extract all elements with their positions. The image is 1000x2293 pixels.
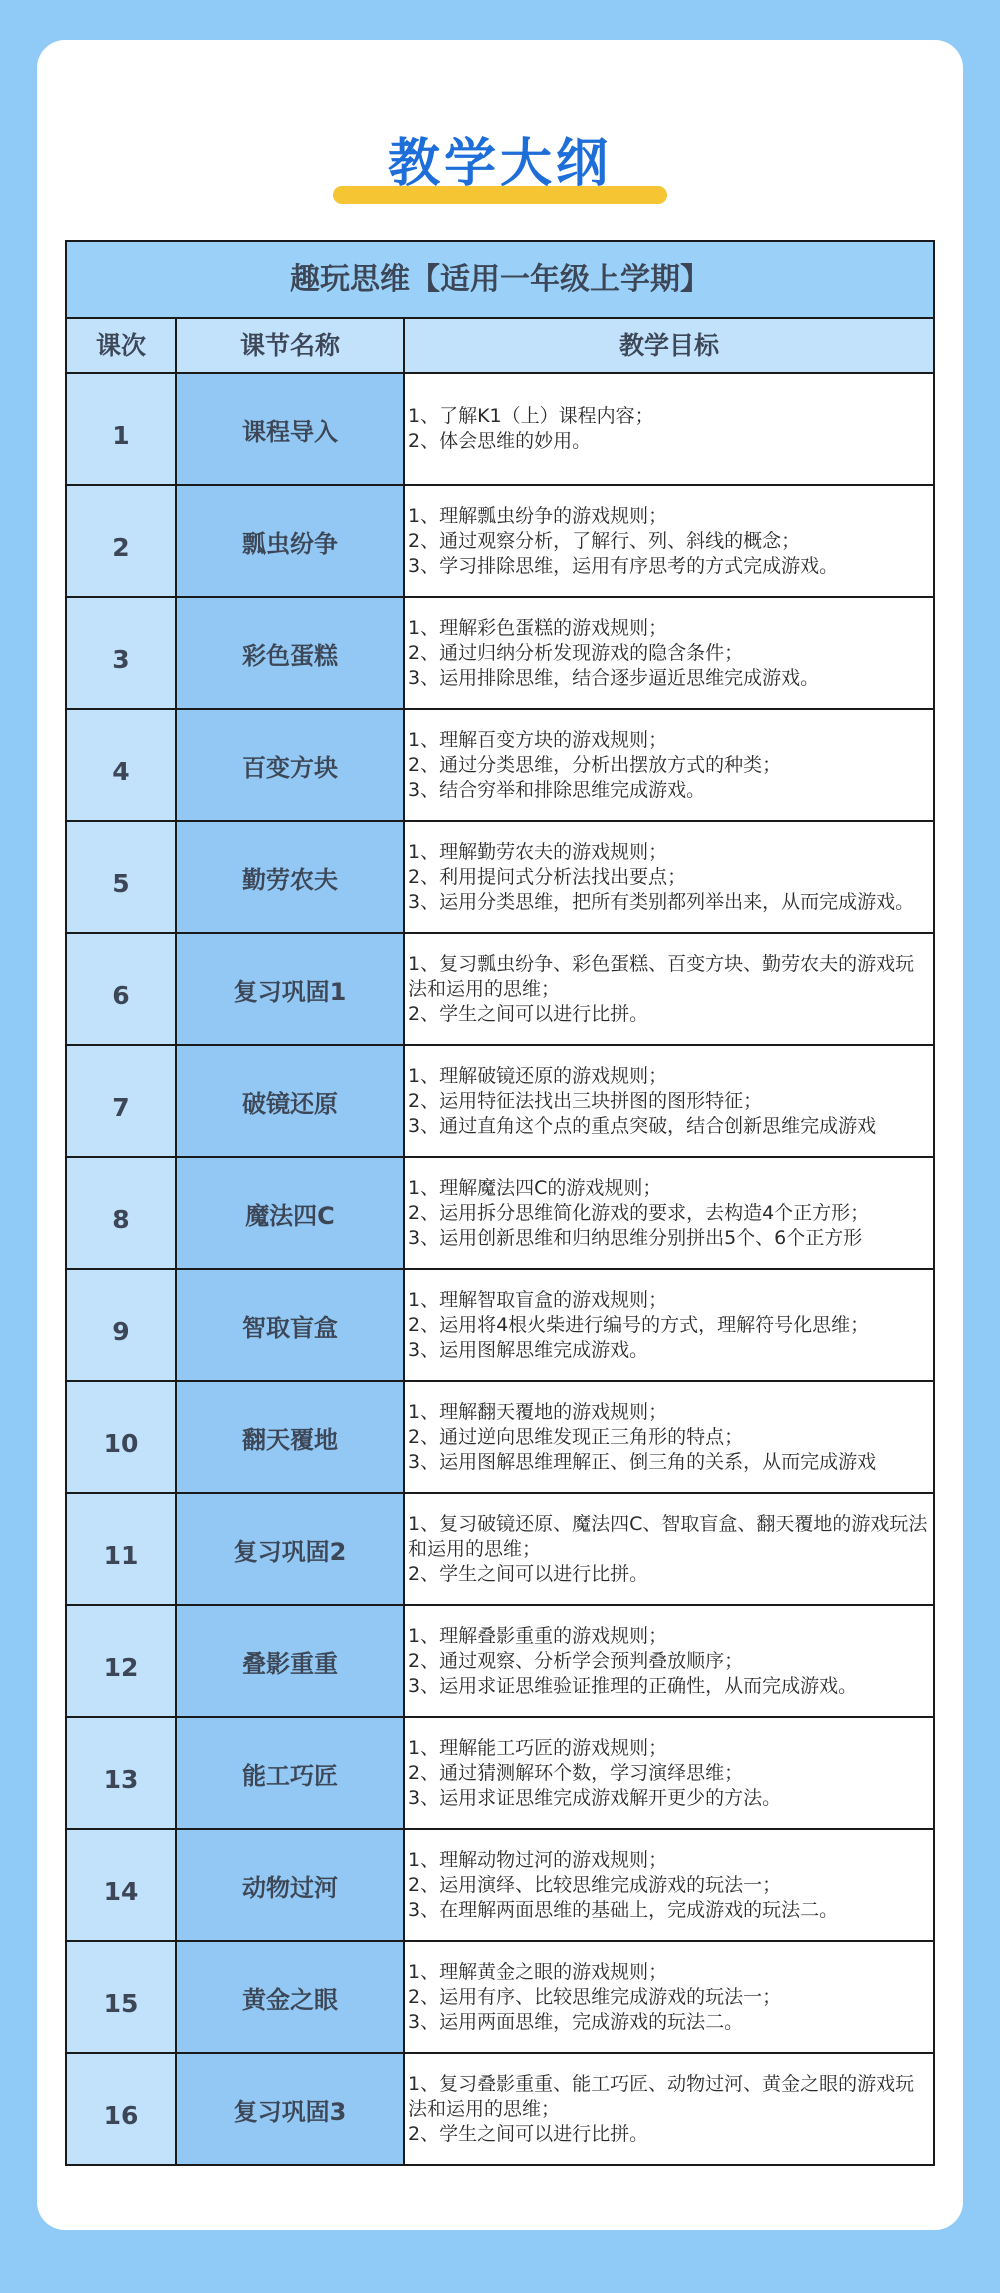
lesson-name: 瓢虫纷争 (177, 486, 405, 596)
goal-item: 1、理解能工巧匠的游戏规则； (408, 1736, 668, 1759)
goal-item: 3、运用排除思维，结合逐步逼近思维完成游戏。 (408, 666, 820, 689)
goal-item: 2、利用提问式分析法找出要点； (408, 865, 687, 888)
lesson-number: 3 (67, 598, 177, 708)
goal-item: 1、复习破镜还原、魔法四C、智取盲盒、翻天覆地的游戏玩法和运用的思维； (408, 1512, 928, 1560)
lesson-goals (405, 1494, 933, 1604)
table-body (67, 374, 933, 2164)
table-row (67, 1606, 933, 1718)
lesson-goals (405, 934, 933, 1044)
lesson-name: 课程导入 (177, 374, 405, 484)
goal-item: 3、学习排除思维，运用有序思考的方式完成游戏。 (408, 554, 839, 577)
lesson-name: 百变方块 (177, 710, 405, 820)
lesson-name: 黄金之眼 (177, 1942, 405, 2052)
goal-item: 1、理解魔法四C的游戏规则； (408, 1176, 662, 1199)
goals-list (408, 1512, 930, 1587)
goals-list (408, 1624, 857, 1699)
goals-list (408, 504, 838, 579)
lesson-name: 叠影重重 (177, 1606, 405, 1716)
syllabus-table (65, 240, 935, 2166)
goal-item: 1、理解黄金之眼的游戏规则； (408, 1960, 668, 1983)
lesson-goals (405, 598, 933, 708)
table-row (67, 1830, 933, 1942)
lesson-goals (405, 374, 933, 484)
goal-item: 1、理解动物过河的游戏规则； (408, 1848, 668, 1871)
lesson-name: 翻天覆地 (177, 1382, 405, 1492)
lesson-number: 1 (67, 374, 177, 484)
goal-item: 2、运用将4根火柴进行编号的方式，理解符号化思维； (408, 1313, 870, 1336)
lesson-name: 勤劳农夫 (177, 822, 405, 932)
goal-item: 1、理解翻天覆地的游戏规则； (408, 1400, 668, 1423)
goals-list (408, 1848, 838, 1923)
goal-item: 3、运用两面思维，完成游戏的玩法二。 (408, 2010, 744, 2033)
goal-item: 2、运用拆分思维简化游戏的要求，去构造4个正方形； (408, 1201, 870, 1224)
header-teaching-goals: 教学目标 (618, 331, 719, 360)
lesson-name: 复习巩固3 (177, 2054, 405, 2164)
table-row (67, 1046, 933, 1158)
lesson-goals (405, 1158, 933, 1268)
lesson-number: 15 (67, 1942, 177, 2052)
table-caption: 趣玩思维【适用一年级上学期】 (67, 242, 933, 319)
goal-item: 3、运用分类思维，把所有类别都列举出来，从而完成游戏。 (408, 890, 915, 913)
lesson-goals (405, 1606, 933, 1716)
table-row (67, 822, 933, 934)
lesson-number: 9 (67, 1270, 177, 1380)
goal-item: 2、学生之间可以进行比拼。 (408, 1002, 649, 1025)
lesson-goals (405, 1382, 933, 1492)
goals-list (408, 404, 654, 454)
table-row (67, 1942, 933, 2054)
goals-list (408, 728, 781, 803)
goal-item: 2、运用演绎、比较思维完成游戏的玩法一； (408, 1873, 782, 1896)
goals-list (408, 1736, 781, 1811)
goal-item: 2、学生之间可以进行比拼。 (408, 2122, 649, 2145)
lesson-name: 智取盲盒 (177, 1270, 405, 1380)
lesson-number: 6 (67, 934, 177, 1044)
lesson-goals (405, 1270, 933, 1380)
table-row (67, 934, 933, 1046)
goals-list (408, 1176, 869, 1251)
goal-item: 1、理解彩色蛋糕的游戏规则； (408, 616, 668, 639)
lesson-name: 动物过河 (177, 1830, 405, 1940)
lesson-name: 彩色蛋糕 (177, 598, 405, 708)
goal-item: 3、在理解两面思维的基础上，完成游戏的玩法二。 (408, 1898, 839, 1921)
lesson-goals (405, 1942, 933, 2052)
goal-item: 1、理解瓢虫纷争的游戏规则； (408, 504, 668, 527)
goal-item: 1、理解勤劳农夫的游戏规则； (408, 840, 668, 863)
goal-item: 1、了解K1（上）课程内容； (408, 405, 654, 427)
goal-item: 1、理解叠影重重的游戏规则； (408, 1624, 668, 1647)
goal-item: 2、学生之间可以进行比拼。 (408, 1562, 649, 1585)
goal-item: 2、通过归纳分析发现游戏的隐含条件； (408, 641, 744, 664)
table-row (67, 486, 933, 598)
table-header-row (67, 319, 933, 374)
table-row (67, 374, 933, 486)
goals-list (408, 2072, 930, 2147)
header-lesson-name: 课节名称 (177, 319, 405, 372)
goal-item: 3、运用求证思维验证推理的正确性，从而完成游戏。 (408, 1674, 858, 1697)
lesson-goals (405, 486, 933, 596)
lesson-name: 破镜还原 (177, 1046, 405, 1156)
goal-item: 1、理解破镜还原的游戏规则； (408, 1064, 668, 1087)
lesson-goals (405, 710, 933, 820)
goal-item: 3、运用图解思维完成游戏。 (408, 1338, 649, 1361)
table-row (67, 1270, 933, 1382)
lesson-goals (405, 1046, 933, 1156)
lesson-goals (405, 1718, 933, 1828)
goals-list (408, 1960, 781, 2035)
goal-item: 1、复习瓢虫纷争、彩色蛋糕、百变方块、勤劳农夫的游戏玩法和运用的思维； (408, 952, 915, 1000)
goal-item: 3、运用图解思维理解正、倒三角的关系，从而完成游戏 (408, 1450, 877, 1473)
lesson-number: 8 (67, 1158, 177, 1268)
goal-item: 3、通过直角这个点的重点突破，结合创新思维完成游戏 (408, 1114, 877, 1137)
page-title: 教学大纲 (387, 134, 612, 194)
goals-list (408, 952, 930, 1027)
lesson-number: 10 (67, 1382, 177, 1492)
lesson-name: 能工巧匠 (177, 1718, 405, 1828)
table-row (67, 1718, 933, 1830)
table-row (67, 710, 933, 822)
goal-item: 2、体会思维的妙用。 (408, 430, 592, 452)
goals-list (408, 1400, 876, 1475)
goal-item: 2、运用特征法找出三块拼图的图形特征； (408, 1089, 763, 1112)
title-area (37, 98, 963, 208)
goal-item: 2、通过猜测解环个数，学习演绎思维； (408, 1761, 744, 1784)
goals-list (408, 616, 819, 691)
table-row (67, 1382, 933, 1494)
goal-item: 2、通过逆向思维发现正三角形的特点； (408, 1425, 744, 1448)
goal-item: 3、运用创新思维和归纳思维分别拼出5个、6个正方形 (408, 1226, 863, 1249)
lesson-number: 7 (67, 1046, 177, 1156)
goal-item: 2、通过观察分析，了解行、列、斜线的概念； (408, 529, 801, 552)
lesson-number: 5 (67, 822, 177, 932)
lesson-number: 14 (67, 1830, 177, 1940)
lesson-goals (405, 2054, 933, 2164)
header-lesson-number: 课次 (67, 319, 177, 372)
goal-item: 1、复习叠影重重、能工巧匠、动物过河、黄金之眼的游戏玩法和运用的思维； (408, 2072, 915, 2120)
lesson-number: 2 (67, 486, 177, 596)
table-row (67, 598, 933, 710)
lesson-number: 13 (67, 1718, 177, 1828)
content-card (37, 40, 963, 2230)
lesson-goals (405, 1830, 933, 1940)
lesson-goals (405, 822, 933, 932)
table-row (67, 1158, 933, 1270)
goal-item: 1、理解百变方块的游戏规则； (408, 728, 668, 751)
table-row (67, 2054, 933, 2164)
goal-item: 2、运用有序、比较思维完成游戏的玩法一； (408, 1985, 782, 2008)
goals-list (408, 1288, 869, 1363)
lesson-name: 复习巩固1 (177, 934, 405, 1044)
lesson-number: 16 (67, 2054, 177, 2164)
goals-list (408, 1064, 876, 1139)
lesson-number: 11 (67, 1494, 177, 1604)
goal-item: 3、运用求证思维完成游戏解开更少的方法。 (408, 1786, 782, 1809)
goal-item: 2、通过分类思维，分析出摆放方式的种类； (408, 753, 782, 776)
goals-list (408, 840, 914, 915)
table-row (67, 1494, 933, 1606)
goal-item: 2、通过观察、分析学会预判叠放顺序； (408, 1649, 744, 1672)
goal-item: 1、理解智取盲盒的游戏规则； (408, 1288, 668, 1311)
lesson-name: 魔法四C (177, 1158, 405, 1268)
lesson-number: 12 (67, 1606, 177, 1716)
goal-item: 3、结合穷举和排除思维完成游戏。 (408, 778, 706, 801)
lesson-number: 4 (67, 710, 177, 820)
lesson-name: 复习巩固2 (177, 1494, 405, 1604)
